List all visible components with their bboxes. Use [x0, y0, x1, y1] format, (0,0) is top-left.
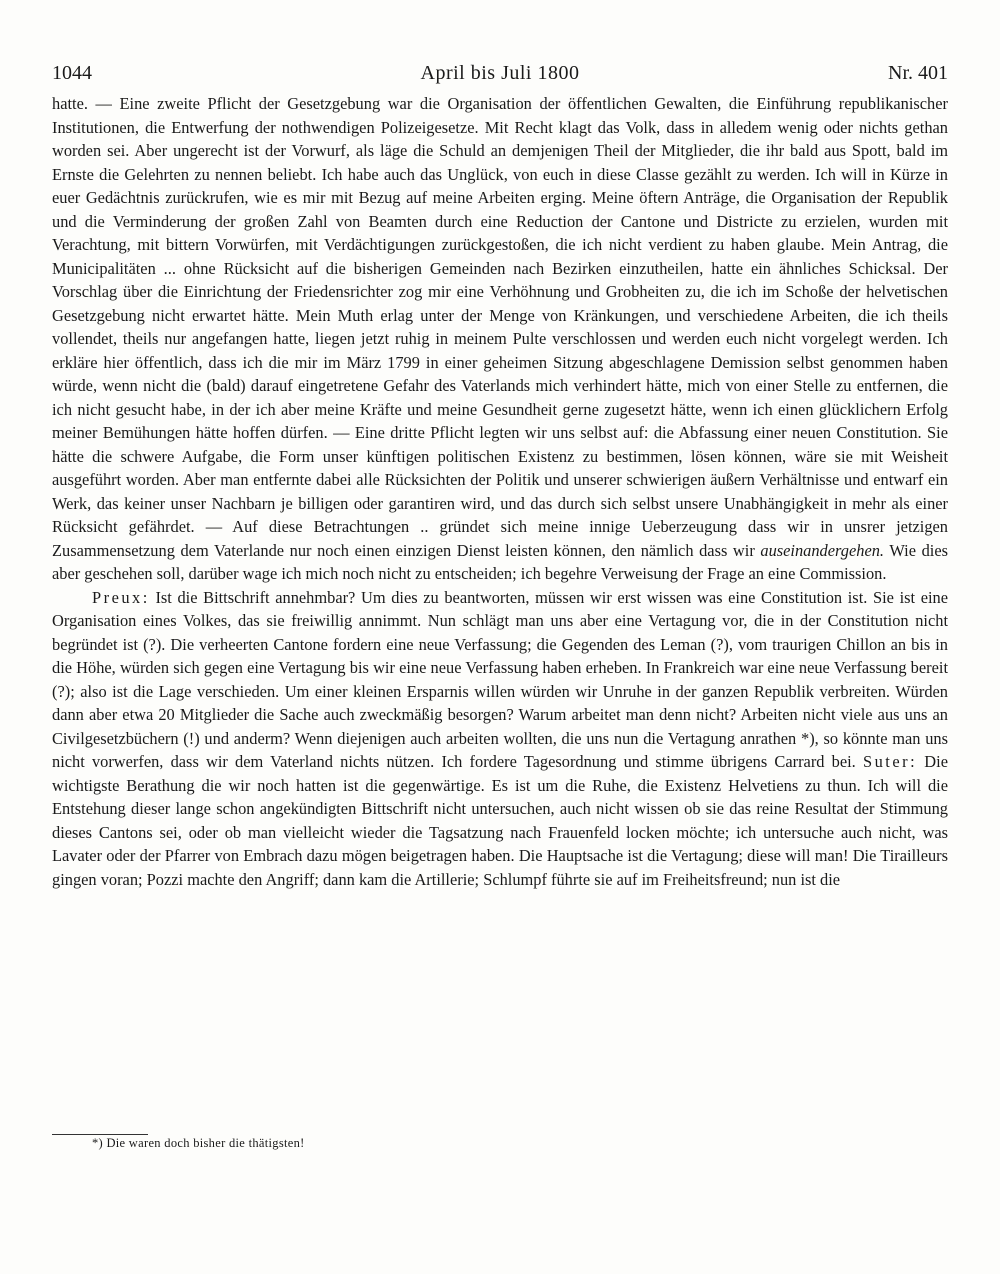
document-number: Nr. 401 — [888, 62, 948, 84]
running-title: April bis Juli 1800 — [420, 62, 580, 84]
speaker-preux: Preux: — [92, 587, 150, 607]
page-number: 1044 — [52, 62, 92, 84]
emphasis-auseinandergehen: auseinandergehen. — [760, 540, 885, 560]
paragraph-3-text: Die wichtigste Berathung die wir noch hatten ist die gegenwärtige. Es ist um die Ruhe, die Existenz Helvetiens zu thun. Ich will die Entstehung dieser lange schon angekündigten Bittschrift nicht untersuchen, auch nicht wissen ob sie das reine Resultat der Stimmung dieses Cantons sei, oder ob man vielleicht wieder die Tagsatzung nach Frauenfeld locken möchte; ich untersuche auch nicht, was Lavater oder der Pfarrer von Embrach dazu mögen beigetragen haben. Die Hauptsache ist die Vertagung; diese will man! Die Tirailleurs gingen voran; Pozzi machte den Angriff; dann kam die Artillerie; Schlumpf führte sie auf im Freiheitsfreund; nun ist die — [52, 752, 948, 889]
main-text — [52, 92, 948, 891]
paragraph-1-text: hatte. — Eine zweite Pflicht der Gesetzgebung war die Organisation der öffentlichen Gewalten, die Einführung republikanischer Institutionen, die Entwerfung der nothwendigen Polizeigesetze. Mit Recht klagt das Volk, dass in alledem wenig oder nichts gethan worden sei. Aber ungerecht ist der Vorwurf, als läge die Schuld an demjenigen Theil der Mitglieder, die ihr bald aus Spott, bald im Ernste die Gelehrten zu nennen beliebt. Ich habe auch das Unglück, von euch in diese Classe gezählt zu werden. Ich will in Kürze in euer Gedächtnis zurückrufen, wie es mir mit Bezug auf meine Arbeiten erging. Meine öftern Anträge, die Organisation der Republik und die Verminderung der großen Zahl von Beamten durch eine Reduction der Cantone und Districte zu erzielen, wurden mit Verachtung, mit bittern Vorwürfen, mit Verdächtigungen zurückgestoßen, die ich nicht verdient zu haben glaube. Mein Antrag, die Municipalitäten ... ohne Rücksicht auf die bisherigen Gemeinden nach Bezirken einzutheilen, hatte ein ähnliches Schicksal. Der Vorschlag über die Einrichtung der Friedensrichter zog mir eine Verhöhnung und Grobheiten zu, die ich im Schoße der helvetischen Gesetzgebung nicht erwartet hätte. Mein Muth erlag unter der Menge von Kränkungen, und verschiedene Arbeiten, die ich theils vollendet, theils nur angefangen hatte, liegen jetzt ruhig in meinem Pulte verschlossen und werden euch nicht vorgelegt werden. Ich erkläre hier öffentlich, dass ich die mir im März 1799 in einer geheimen Sitzung abgeschlagene Demission selbst genommen haben würde, wenn nicht die (bald) darauf eingetretene Gefahr des Vaterlands mich verhindert hätte, mich von einer Stelle zu entfernen, die ich nicht gesucht habe, in der ich aber meine Kräfte und meine Gesundheit gerne zugesetzt hätte, wenn ich einen glücklichern Erfolg meiner Bemühungen hätte hoffen dürfen. — Eine dritte Pflicht legten wir uns selbst auf: die Abfassung einer neuen Constitution. Sie hätte die schwere Aufgabe, die Form unser künftigen politischen Existenz zu bestimmen, lösen können, wäre sie mit Weisheit ausgeführt worden. Aber man entfernte dabei alle Rücksichten der Politik und unserer schwierigen äußern Verhältnisse und entwarf ein Werk, das keiner unser Nachbarn je billigen oder garantiren wird, und das durch sich selbst unsere Unabhängigkeit in mehr als einer Rücksicht gefährdet. — Auf diese Betrachtungen .. gründet sich meine innige Ueberzeugung dass wir in unsrer jetzigen Zusammensetzung dem Vaterlande nur noch einen einzigen Dienst leisten können, den nämlich dass wir — [52, 94, 948, 560]
paragraph-2-text: Ist die Bittschrift annehmbar? Um dies zu beantworten, müssen wir erst wissen was eine Constitution ist. Sie ist eine Organisation eines Volkes, das sie freiwillig annimmt. Nun schlägt man uns aber eine Vertagung vor, die in der Constitution nicht begründet ist (?). Die verheerten Cantone fordern eine neue Verfassung; die Gegenden des Leman (?), vom traurigen Chillon an bis in die Höhe, würden sich gegen eine Vertagung bis wir eine neue Verfassung haben erheben. In Frankreich war eine neue Verfassung bereit (?); also ist die Lage verschieden. Um einer kleinen Ersparnis willen würden wir Unruhe in der ganzen Republik verbreiten. Würden dann aber etwa 20 Mitglieder die Sache auch zweckmäßig besorgen? Warum arbeitet man denn nicht? Arbeiten nicht viele aus uns an Civilgesetzbüchern (!) und anderm? Wenn diejenigen auch arbeiten wollten, die uns nun die Vertagung anrathen *), so könnte man uns nicht vorwerfen, dass wir dem Vaterland nichts nützen. Ich fordere Tagesordnung und stimme übrigens Carrard bei. — [52, 587, 948, 771]
paragraph-1-end: Wie dies aber geschehen soll, darüber wage ich mich noch nicht zu entscheiden; ich begehre Verweisung der Frage an eine Commission. — [52, 540, 948, 583]
paragraph-2 — [52, 586, 948, 892]
page — [52, 62, 948, 891]
running-header — [52, 62, 948, 92]
footnote-divider — [52, 1134, 148, 1135]
paragraph-1 — [52, 92, 948, 586]
speaker-suter: Suter: — [862, 752, 918, 771]
footnote: *) Die waren doch bisher die thätigsten! — [92, 1136, 305, 1150]
